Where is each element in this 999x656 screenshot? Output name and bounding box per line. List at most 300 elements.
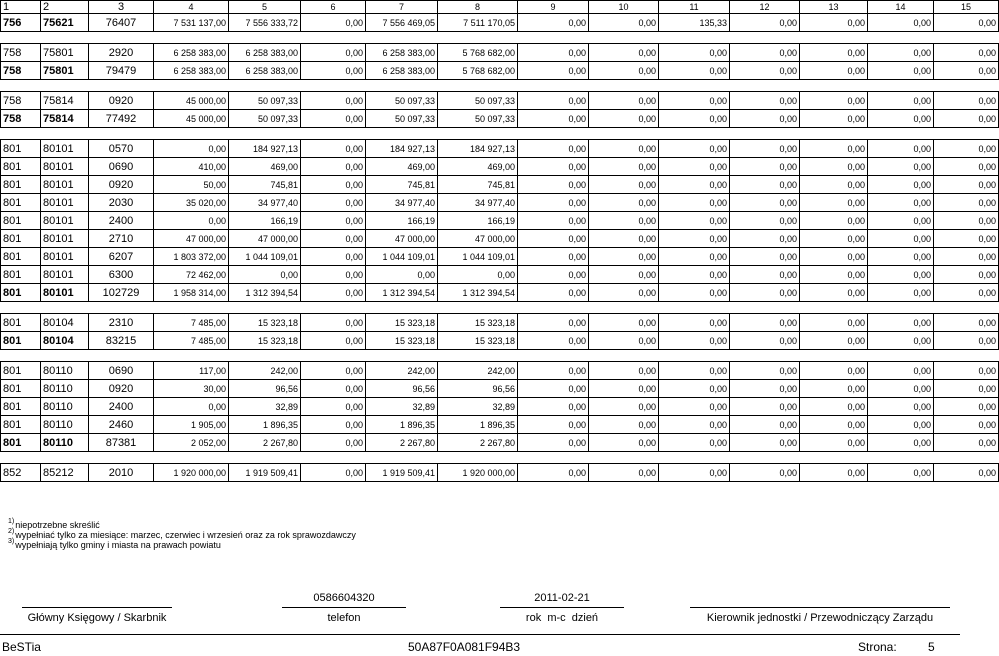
amount-cell: 0,00 [589, 158, 659, 176]
manager-label: Kierownik jednostki / Przewodniczący Zarządu [690, 607, 950, 624]
amount-cell: 0,00 [518, 248, 589, 266]
paragraph-cell: 2310 [89, 314, 154, 332]
amount-cell: 0,00 [730, 380, 800, 398]
amount-cell: 0,00 [800, 44, 868, 62]
amount-cell: 0,00 [730, 332, 800, 350]
amount-cell: 7 485,00 [154, 314, 229, 332]
amount-cell: 0,00 [301, 284, 366, 302]
amount-cell: 0,00 [659, 140, 730, 158]
amount-cell: 0,00 [518, 194, 589, 212]
section-cell: 758 [1, 44, 41, 62]
amount-cell: 1 044 109,01 [366, 248, 438, 266]
amount-cell: 0,00 [934, 380, 999, 398]
amount-cell: 0,00 [868, 398, 934, 416]
chapter-cell: 80110 [41, 434, 89, 452]
amount-cell: 0,00 [868, 44, 934, 62]
column-number: 7 [366, 1, 438, 14]
footnote-text: wypełniać tylko za miesiące: marzec, czerwiec i wrzesień oraz za rok sprawozdawczy [15, 530, 356, 540]
amount-cell: 0,00 [518, 176, 589, 194]
amount-cell: 0,00 [730, 110, 800, 128]
amount-cell: 0,00 [589, 110, 659, 128]
amount-cell: 0,00 [730, 230, 800, 248]
amount-cell: 0,00 [659, 464, 730, 482]
footnote [8, 520, 356, 530]
amount-cell: 0,00 [659, 380, 730, 398]
table-total-row [1, 14, 999, 32]
amount-cell: 0,00 [589, 398, 659, 416]
amount-cell: 0,00 [730, 62, 800, 80]
column-numbers-row [1, 1, 999, 14]
amount-cell: 0,00 [934, 266, 999, 284]
amount-cell: 0,00 [868, 434, 934, 452]
amount-cell: 0,00 [730, 14, 800, 32]
amount-cell: 0,00 [589, 248, 659, 266]
section-cell: 758 [1, 62, 41, 80]
section-cell: 758 [1, 92, 41, 110]
section-cell: 801 [1, 230, 41, 248]
amount-cell: 96,56 [438, 380, 518, 398]
chapter-cell: 75801 [41, 62, 89, 80]
amount-cell: 0,00 [800, 62, 868, 80]
amount-cell: 7 511 170,05 [438, 14, 518, 32]
amount-cell: 0,00 [301, 92, 366, 110]
amount-cell: 6 258 383,00 [229, 44, 301, 62]
amount-cell: 0,00 [800, 398, 868, 416]
table-row [1, 194, 999, 212]
column-number: 11 [659, 1, 730, 14]
chapter-cell: 85212 [41, 464, 89, 482]
chapter-cell: 80104 [41, 314, 89, 332]
amount-cell: 0,00 [301, 332, 366, 350]
amount-cell: 15 323,18 [366, 314, 438, 332]
column-number: 8 [438, 1, 518, 14]
amount-cell: 50 097,33 [366, 110, 438, 128]
amount-cell: 0,00 [589, 176, 659, 194]
amount-cell: 0,00 [934, 314, 999, 332]
section-gap [1, 302, 999, 314]
document-code: 50A87F0A081F94B3 [408, 640, 521, 654]
amount-cell: 0,00 [934, 332, 999, 350]
amount-cell: 0,00 [659, 434, 730, 452]
amount-cell: 184 927,13 [366, 140, 438, 158]
amount-cell: 469,00 [438, 158, 518, 176]
app-name: BeSTia [2, 640, 41, 654]
section-cell: 801 [1, 212, 41, 230]
paragraph-cell: 87381 [89, 434, 154, 452]
amount-cell: 745,81 [438, 176, 518, 194]
amount-cell: 0,00 [659, 398, 730, 416]
amount-cell: 0,00 [518, 110, 589, 128]
amount-cell: 2 052,00 [154, 434, 229, 452]
amount-cell: 0,00 [868, 230, 934, 248]
footnote-text: wypełniają tylko gminy i miasta na prawach powiatu [15, 540, 221, 550]
amount-cell: 0,00 [301, 398, 366, 416]
amount-cell: 0,00 [868, 62, 934, 80]
amount-cell: 0,00 [659, 230, 730, 248]
section-gap [1, 80, 999, 92]
amount-cell: 166,19 [229, 212, 301, 230]
amount-cell: 34 977,40 [438, 194, 518, 212]
amount-cell: 0,00 [800, 248, 868, 266]
amount-cell: 1 920 000,00 [154, 464, 229, 482]
table-total-row [1, 434, 999, 452]
footer-rule [0, 634, 960, 635]
amount-cell: 0,00 [934, 110, 999, 128]
table-row [1, 362, 999, 380]
column-number: 9 [518, 1, 589, 14]
amount-cell: 0,00 [301, 464, 366, 482]
table-total-row [1, 62, 999, 80]
amount-cell: 0,00 [800, 158, 868, 176]
paragraph-cell: 77492 [89, 110, 154, 128]
footnotes [8, 520, 356, 550]
amount-cell: 6 258 383,00 [366, 44, 438, 62]
accountant-signature [22, 592, 172, 624]
chapter-cell: 75621 [41, 14, 89, 32]
amount-cell: 166,19 [438, 212, 518, 230]
amount-cell: 0,00 [438, 266, 518, 284]
amount-cell: 0,00 [800, 266, 868, 284]
amount-cell: 0,00 [730, 248, 800, 266]
section-cell: 801 [1, 362, 41, 380]
amount-cell: 0,00 [800, 464, 868, 482]
column-number: 4 [154, 1, 229, 14]
amount-cell: 0,00 [301, 362, 366, 380]
chapter-cell: 80101 [41, 140, 89, 158]
paragraph-cell: 2460 [89, 416, 154, 434]
amount-cell: 0,00 [589, 140, 659, 158]
paragraph-cell: 6207 [89, 248, 154, 266]
amount-cell: 1 312 394,54 [229, 284, 301, 302]
table-row [1, 176, 999, 194]
section-gap [1, 32, 999, 44]
amount-cell: 0,00 [301, 380, 366, 398]
table-total-row [1, 110, 999, 128]
amount-cell: 47 000,00 [154, 230, 229, 248]
amount-cell: 1 958 314,00 [154, 284, 229, 302]
section-gap [1, 452, 999, 464]
table-row [1, 92, 999, 110]
column-number: 3 [89, 1, 154, 14]
paragraph-cell: 0920 [89, 380, 154, 398]
amount-cell: 0,00 [730, 284, 800, 302]
amount-cell: 0,00 [800, 314, 868, 332]
amount-cell: 0,00 [301, 62, 366, 80]
amount-cell: 0,00 [301, 230, 366, 248]
amount-cell: 34 977,40 [229, 194, 301, 212]
amount-cell: 0,00 [934, 248, 999, 266]
chapter-cell: 80110 [41, 380, 89, 398]
amount-cell: 166,19 [366, 212, 438, 230]
amount-cell: 0,00 [730, 212, 800, 230]
table-total-row [1, 284, 999, 302]
amount-cell: 0,00 [301, 248, 366, 266]
paragraph-cell: 79479 [89, 62, 154, 80]
gap-cell [1, 80, 999, 92]
amount-cell: 0,00 [868, 464, 934, 482]
amount-cell: 0,00 [518, 434, 589, 452]
amount-cell: 0,00 [659, 248, 730, 266]
paragraph-cell: 0690 [89, 158, 154, 176]
amount-cell: 15 323,18 [438, 332, 518, 350]
amount-cell: 0,00 [934, 398, 999, 416]
amount-cell: 0,00 [934, 92, 999, 110]
amount-cell: 35 020,00 [154, 194, 229, 212]
amount-cell: 0,00 [659, 212, 730, 230]
column-number: 6 [301, 1, 366, 14]
amount-cell: 0,00 [301, 314, 366, 332]
amount-cell: 1 919 509,41 [366, 464, 438, 482]
amount-cell: 0,00 [730, 416, 800, 434]
amount-cell: 0,00 [868, 110, 934, 128]
amount-cell: 135,33 [659, 14, 730, 32]
amount-cell: 50 097,33 [438, 92, 518, 110]
amount-cell: 0,00 [154, 212, 229, 230]
section-cell: 801 [1, 398, 41, 416]
paragraph-cell: 83215 [89, 332, 154, 350]
amount-cell: 242,00 [229, 362, 301, 380]
amount-cell: 47 000,00 [366, 230, 438, 248]
amount-cell: 0,00 [518, 230, 589, 248]
gap-cell [1, 128, 999, 140]
table-total-row [1, 332, 999, 350]
amount-cell: 0,00 [659, 194, 730, 212]
amount-cell: 0,00 [518, 464, 589, 482]
amount-cell: 0,00 [868, 212, 934, 230]
amount-cell: 0,00 [301, 14, 366, 32]
amount-cell: 0,00 [800, 194, 868, 212]
amount-cell: 0,00 [800, 416, 868, 434]
amount-cell: 0,00 [301, 176, 366, 194]
column-number: 10 [589, 1, 659, 14]
amount-cell: 0,00 [518, 362, 589, 380]
amount-cell: 469,00 [229, 158, 301, 176]
amount-cell: 0,00 [659, 92, 730, 110]
paragraph-cell: 0690 [89, 362, 154, 380]
amount-cell: 0,00 [800, 110, 868, 128]
footnote-mark: 1) [8, 518, 15, 525]
amount-cell: 1 896,35 [366, 416, 438, 434]
amount-cell: 0,00 [154, 140, 229, 158]
section-gap [1, 350, 999, 362]
footnote-mark: 3) [8, 538, 15, 545]
amount-cell: 0,00 [934, 158, 999, 176]
amount-cell: 6 258 383,00 [229, 62, 301, 80]
amount-cell: 0,00 [730, 314, 800, 332]
chapter-cell: 80101 [41, 266, 89, 284]
column-number: 13 [800, 1, 868, 14]
chapter-cell: 80101 [41, 158, 89, 176]
amount-cell: 0,00 [301, 110, 366, 128]
amount-cell: 0,00 [800, 362, 868, 380]
amount-cell: 0,00 [934, 140, 999, 158]
amount-cell: 0,00 [868, 332, 934, 350]
amount-cell: 0,00 [730, 92, 800, 110]
gap-cell [1, 350, 999, 362]
amount-cell: 0,00 [589, 14, 659, 32]
amount-cell: 0,00 [730, 266, 800, 284]
amount-cell: 0,00 [934, 362, 999, 380]
amount-cell: 0,00 [518, 92, 589, 110]
section-cell: 801 [1, 284, 41, 302]
amount-cell: 0,00 [868, 176, 934, 194]
chapter-cell: 80101 [41, 248, 89, 266]
phone-label: telefon [282, 607, 406, 624]
amount-cell: 1 044 109,01 [438, 248, 518, 266]
paragraph-cell: 2710 [89, 230, 154, 248]
footnote [8, 540, 356, 550]
amount-cell: 0,00 [800, 434, 868, 452]
section-cell: 801 [1, 176, 41, 194]
amount-cell: 242,00 [438, 362, 518, 380]
amount-cell: 96,56 [229, 380, 301, 398]
amount-cell: 0,00 [868, 194, 934, 212]
amount-cell: 0,00 [589, 362, 659, 380]
amount-cell: 0,00 [934, 62, 999, 80]
amount-cell: 50,00 [154, 176, 229, 194]
section-cell: 801 [1, 416, 41, 434]
amount-cell: 6 258 383,00 [154, 44, 229, 62]
amount-cell: 7 556 333,72 [229, 14, 301, 32]
section-cell: 758 [1, 110, 41, 128]
chapter-cell: 80101 [41, 230, 89, 248]
amount-cell: 30,00 [154, 380, 229, 398]
amount-cell: 0,00 [589, 212, 659, 230]
chapter-cell: 80101 [41, 176, 89, 194]
amount-cell: 0,00 [800, 212, 868, 230]
amount-cell: 0,00 [589, 44, 659, 62]
amount-cell: 242,00 [366, 362, 438, 380]
amount-cell: 0,00 [934, 14, 999, 32]
amount-cell: 0,00 [518, 314, 589, 332]
amount-cell: 15 323,18 [229, 332, 301, 350]
amount-cell: 0,00 [800, 284, 868, 302]
amount-cell: 469,00 [366, 158, 438, 176]
table-row [1, 140, 999, 158]
chapter-cell: 75814 [41, 110, 89, 128]
paragraph-cell: 0920 [89, 92, 154, 110]
amount-cell: 0,00 [659, 416, 730, 434]
page-number: 5 [928, 640, 935, 654]
amount-cell: 7 556 469,05 [366, 14, 438, 32]
amount-cell: 0,00 [868, 158, 934, 176]
table-row [1, 248, 999, 266]
amount-cell: 0,00 [868, 266, 934, 284]
amount-cell: 0,00 [659, 176, 730, 194]
amount-cell: 0,00 [518, 380, 589, 398]
amount-cell: 0,00 [868, 92, 934, 110]
amount-cell: 7 531 137,00 [154, 14, 229, 32]
amount-cell: 96,56 [366, 380, 438, 398]
gap-cell [1, 302, 999, 314]
amount-cell: 0,00 [518, 158, 589, 176]
amount-cell: 0,00 [659, 362, 730, 380]
chapter-cell: 80101 [41, 212, 89, 230]
table-row [1, 416, 999, 434]
amount-cell: 0,00 [301, 212, 366, 230]
amount-cell: 0,00 [589, 230, 659, 248]
chapter-cell: 80104 [41, 332, 89, 350]
paragraph-cell: 2920 [89, 44, 154, 62]
amount-cell: 2 267,80 [366, 434, 438, 452]
amount-cell: 50 097,33 [438, 110, 518, 128]
amount-cell: 0,00 [366, 266, 438, 284]
paragraph-cell: 6300 [89, 266, 154, 284]
section-cell: 801 [1, 434, 41, 452]
section-cell: 801 [1, 140, 41, 158]
amount-cell: 7 485,00 [154, 332, 229, 350]
amount-cell: 50 097,33 [229, 92, 301, 110]
amount-cell: 0,00 [800, 332, 868, 350]
amount-cell: 34 977,40 [366, 194, 438, 212]
amount-cell: 0,00 [868, 248, 934, 266]
section-cell: 801 [1, 380, 41, 398]
amount-cell: 0,00 [229, 266, 301, 284]
amount-cell: 0,00 [518, 140, 589, 158]
amount-cell: 0,00 [800, 380, 868, 398]
table-row [1, 212, 999, 230]
amount-cell: 0,00 [589, 92, 659, 110]
amount-cell: 0,00 [730, 464, 800, 482]
amount-cell: 5 768 682,00 [438, 62, 518, 80]
amount-cell: 0,00 [868, 362, 934, 380]
amount-cell: 0,00 [730, 176, 800, 194]
amount-cell: 0,00 [868, 284, 934, 302]
amount-cell: 0,00 [589, 434, 659, 452]
amount-cell: 0,00 [730, 362, 800, 380]
amount-cell: 0,00 [301, 194, 366, 212]
section-cell: 801 [1, 314, 41, 332]
amount-cell: 0,00 [589, 266, 659, 284]
chapter-cell: 80101 [41, 194, 89, 212]
footnote [8, 530, 356, 540]
section-cell: 801 [1, 248, 41, 266]
amount-cell: 6 258 383,00 [366, 62, 438, 80]
amount-cell: 1 896,35 [229, 416, 301, 434]
amount-cell: 50 097,33 [366, 92, 438, 110]
amount-cell: 6 258 383,00 [154, 62, 229, 80]
amount-cell: 0,00 [518, 398, 589, 416]
amount-cell: 0,00 [868, 14, 934, 32]
amount-cell: 0,00 [518, 332, 589, 350]
date-label: rok m-c dzień [500, 607, 624, 624]
amount-cell: 32,89 [366, 398, 438, 416]
table-row [1, 266, 999, 284]
chapter-cell: 80110 [41, 416, 89, 434]
date-value: 2011-02-21 [534, 592, 590, 604]
amount-cell: 0,00 [800, 176, 868, 194]
table-row [1, 230, 999, 248]
amount-cell: 0,00 [800, 140, 868, 158]
table-row [1, 314, 999, 332]
amount-cell: 0,00 [730, 434, 800, 452]
amount-cell: 0,00 [518, 266, 589, 284]
section-cell: 852 [1, 464, 41, 482]
section-cell: 801 [1, 158, 41, 176]
amount-cell: 0,00 [518, 212, 589, 230]
amount-cell: 32,89 [438, 398, 518, 416]
amount-cell: 0,00 [301, 416, 366, 434]
accountant-label: Główny Księgowy / Skarbnik [22, 607, 172, 624]
amount-cell: 0,00 [589, 416, 659, 434]
section-cell: 756 [1, 14, 41, 32]
amount-cell: 0,00 [589, 332, 659, 350]
paragraph-cell: 76407 [89, 14, 154, 32]
footnote-text: niepotrzebne skreślić [15, 520, 100, 530]
amount-cell: 0,00 [589, 62, 659, 80]
section-cell: 801 [1, 194, 41, 212]
amount-cell: 0,00 [589, 284, 659, 302]
